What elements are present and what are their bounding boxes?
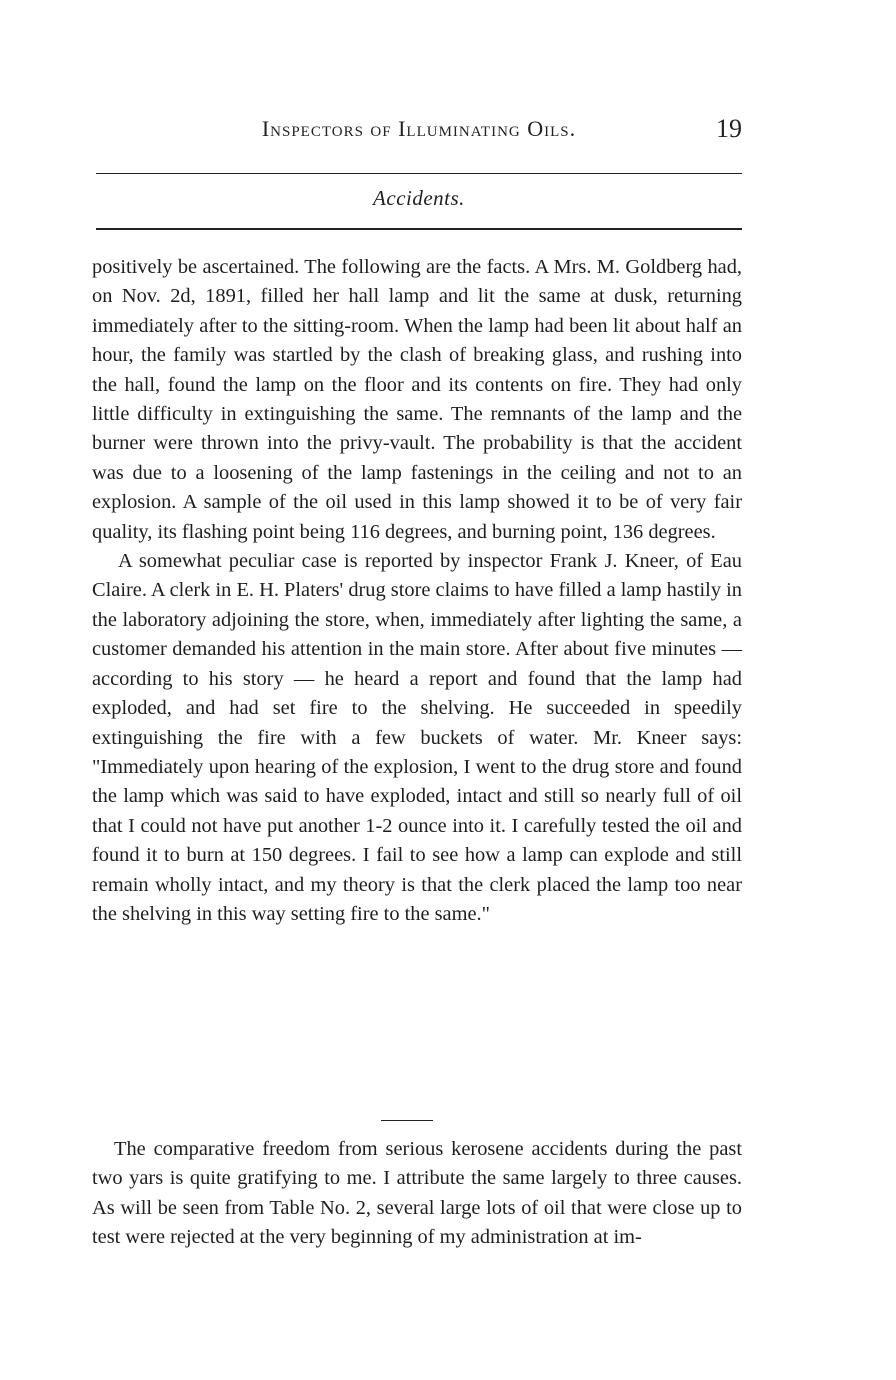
section-rule [96,228,742,230]
paragraph-continued: positively be ascertained. The following are the facts. A Mrs. M. Goldberg had, on Nov. 2d, 1891, filled her hall lamp and lit the same at dusk, returning immediately after to the sitting-room. When the lamp had been lit about half an hour, the family was startled by the clash of breaking glass, and rushing into the hall, found the lamp on the floor and its contents on fire. They had only little difficulty in extinguishing the same. The remnants of the lamp and the burner were thrown into the privy-vault. The probability is that the accident was due to a loosening of the lamp fastenings in the ceiling and not to an explosion. A sample of the oil used in this lamp showed it to be of very fair quality, its flashing point being 116 degrees, and burning point, 136 degrees. [92,256,742,543]
running-title: Inspectors of Illuminating Oils. [261,116,577,141]
section-title: Accidents. [373,186,465,210]
closing-text [92,1135,742,1253]
paragraph-comparative-freedom: The comparative freedom from serious kerosene accidents during the past two yars is quite gratifying to me. I attribute the same largely to three causes. As will be seen from Table No. 2, several large lots of oil that were close up to test were rejected at the very beginning of my administration at im- [92,1138,742,1249]
header-rule [96,173,742,174]
paragraph-kneer-case: A somewhat peculiar case is reported by inspector Frank J. Kneer, of Eau Claire. A clerk in E. H. Platers' drug store claims to have filled a lamp hastily in the laboratory adjoining the store, when, immediately after lighting the same, a customer demanded his attention in the main store. After about five minutes — according to his story — he heard a report and found that the lamp had exploded, and had set fire to the shelving. He succeeded in speedily extinguishing the fire with a few buckets of water. Mr. Kneer says: "Immediately upon hearing of the explosion, I went to the drug store and found the lamp which was said to have exploded, intact and still so nearly full of oil that I could not have put another 1-2 ounce into it. I carefully tested the oil and found it to burn at 150 degrees. I fail to see how a lamp can explode and still remain wholly intact, and my theory is that the clerk placed the lamp too near the shelving in this way setting fire to the same." [92,550,742,925]
body-text [92,253,742,929]
running-head [96,116,742,146]
section-separator [381,1120,433,1121]
page-number: 19 [716,114,742,143]
